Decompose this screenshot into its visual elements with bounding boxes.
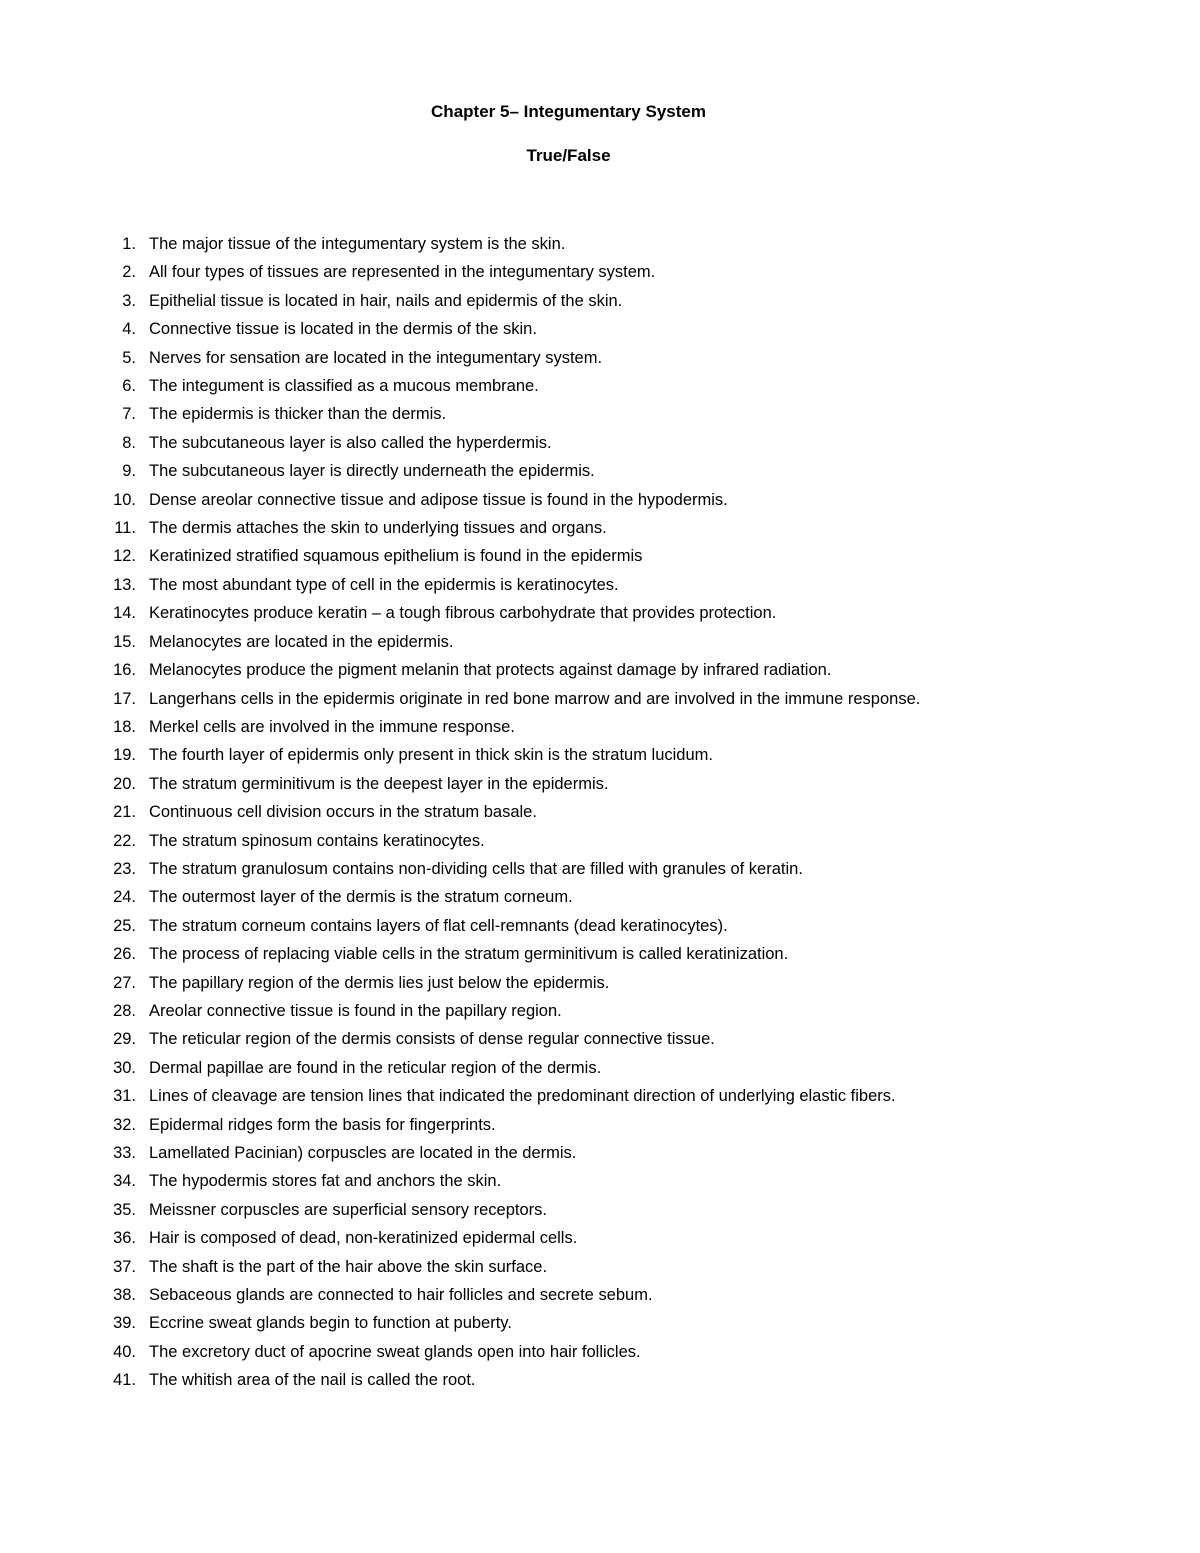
question-text: Lamellated Pacinian) corpuscles are located in the dermis. [149,1144,577,1162]
question-number [100,599,149,627]
question-number-label: 24. [113,888,136,907]
question-number [100,514,149,542]
question-item [100,514,1090,542]
question-number [100,1167,149,1195]
question-number-label: 23. [113,859,136,878]
question-item [100,1025,1090,1053]
question-number [100,372,149,400]
question-number-label: 27. [113,973,136,992]
question-text: The stratum spinosum contains keratinocytes. [149,831,485,850]
question-item [100,571,1090,599]
question-text: Merkel cells are involved in the immune response. [149,717,515,736]
question-number-label: 21. [113,803,136,822]
question-number-label: 9. [122,462,136,481]
question-item [100,628,1090,656]
question-text: The fourth layer of epidermis only present in thick skin is the stratum lucidum. [149,746,713,765]
question-number [100,628,149,656]
question-number [100,400,149,428]
question-number-label: 41. [113,1371,136,1390]
question-number-label: 26. [113,945,136,964]
question-text: The outermost layer of the dermis is the stratum corneum. [149,888,573,907]
question-item [100,542,1090,570]
question-number [100,713,149,741]
question-number-label: 39. [113,1314,136,1333]
question-number [100,1366,149,1394]
question-number [100,1111,149,1139]
question-number [100,1139,149,1167]
question-number-label: 25. [113,916,136,935]
question-list [100,230,1090,1395]
question-number-label: 5. [122,348,136,367]
question-text: Keratinocytes produce keratin – a tough fibrous carbohydrate that provides protection. [149,604,777,623]
question-item [100,685,1090,713]
question-number-label: 11. [114,519,136,538]
question-item [100,912,1090,940]
question-text: Lines of cleavage are tension lines that indicated the predominant direction of underlying elastic fibers. [149,1087,896,1106]
question-number [100,855,149,883]
question-text: Hair is composed of dead, non-keratinized epidermal cells. [149,1229,578,1248]
question-item [100,315,1090,343]
question-text: The papillary region of the dermis lies just below the epidermis. [149,973,610,992]
question-number [100,230,149,258]
question-text: The process of replacing viable cells in the stratum germinitivum is called keratinization. [149,945,789,964]
question-item [100,713,1090,741]
question-item [100,1253,1090,1281]
question-number-label: 33. [113,1144,136,1162]
question-text: Melanocytes produce the pigment melanin that protects against damage by infrared radiation. [149,661,832,680]
question-item [100,1309,1090,1337]
question-item [100,1338,1090,1366]
question-item [100,1111,1090,1139]
question-number [100,287,149,315]
question-number-label: 20. [113,774,136,793]
question-number [100,1082,149,1110]
question-number [100,770,149,798]
question-text: The major tissue of the integumentary system is the skin. [149,235,566,253]
question-text: The stratum granulosum contains non-dividing cells that are filled with granules of keratin. [149,859,803,878]
question-number [100,486,149,514]
question-text: The reticular region of the dermis consists of dense regular connective tissue. [149,1030,715,1049]
question-item [100,1167,1090,1195]
question-number [100,1253,149,1281]
question-item [100,741,1090,769]
question-item [100,258,1090,286]
question-text: All four types of tissues are represented in the integumentary system. [149,263,656,282]
question-text: Langerhans cells in the epidermis originate in red bone marrow and are involved in the immune response. [149,689,921,708]
question-text: Connective tissue is located in the dermis of the skin. [149,320,537,339]
question-number-label: 16. [113,661,136,680]
question-text: The stratum corneum contains layers of flat cell-remnants (dead keratinocytes). [149,916,728,935]
question-number-label: 35. [113,1200,136,1219]
question-number-label: 10. [113,490,136,509]
question-number [100,315,149,343]
section-heading: True/False [526,146,611,165]
question-text: The most abundant type of cell in the epidermis is keratinocytes. [149,575,619,594]
question-item [100,855,1090,883]
question-number-label: 18. [113,717,136,736]
question-number [100,542,149,570]
question-text: Meissner corpuscles are superficial sensory receptors. [149,1200,547,1219]
question-text: Dermal papillae are found in the reticular region of the dermis. [149,1058,602,1077]
question-text: The shaft is the part of the hair above the skin surface. [149,1257,548,1276]
question-number [100,741,149,769]
question-number [100,912,149,940]
question-text: The stratum germinitivum is the deepest layer in the epidermis. [149,774,609,793]
question-item [100,457,1090,485]
question-item [100,1224,1090,1252]
question-item [100,1366,1090,1394]
question-number [100,1196,149,1224]
question-number-label: 31. [113,1087,136,1106]
question-number-label: 40. [113,1342,136,1361]
question-number-label: 30. [113,1058,136,1077]
question-number [100,827,149,855]
question-item [100,400,1090,428]
question-number [100,571,149,599]
question-text: The epidermis is thicker than the dermis. [149,405,447,424]
question-item [100,372,1090,400]
question-text: The subcutaneous layer is also called the hyperdermis. [149,433,552,452]
question-item [100,883,1090,911]
question-number-label: 12. [113,547,136,566]
question-number [100,258,149,286]
question-item [100,770,1090,798]
question-text: The dermis attaches the skin to underlying tissues and organs. [149,519,607,538]
question-number-label: 6. [122,377,136,396]
question-number-label: 4. [122,320,136,339]
question-text: The integument is classified as a mucous membrane. [149,377,539,396]
question-item [100,969,1090,997]
question-number-label: 28. [113,1001,136,1020]
question-number-label: 2. [122,263,136,282]
page-title: Chapter 5– Integumentary System [431,102,706,121]
question-text: Areolar connective tissue is found in the papillary region. [149,1001,562,1020]
question-item [100,1082,1090,1110]
question-text: Dense areolar connective tissue and adipose tissue is found in the hypodermis. [149,490,728,509]
question-number [100,429,149,457]
question-item [100,429,1090,457]
question-item [100,1054,1090,1082]
question-item [100,656,1090,684]
question-number [100,656,149,684]
question-number-label: 13. [113,575,136,594]
question-number-label: 38. [113,1286,136,1305]
question-number [100,1281,149,1309]
question-number [100,1025,149,1053]
question-number-label: 14. [113,604,136,623]
question-number-label: 36. [113,1229,136,1248]
question-number [100,344,149,372]
question-text: The subcutaneous layer is directly underneath the epidermis. [149,462,595,481]
question-text: Epithelial tissue is located in hair, nails and epidermis of the skin. [149,291,623,310]
question-item [100,344,1090,372]
question-number [100,1309,149,1337]
question-text: Epidermal ridges form the basis for fingerprints. [149,1115,496,1134]
question-item [100,1196,1090,1224]
question-number [100,1224,149,1252]
question-item [100,1281,1090,1309]
question-number [100,1338,149,1366]
question-number [100,685,149,713]
question-text: The whitish area of the nail is called the root. [149,1371,476,1390]
question-item [100,827,1090,855]
question-text: The excretory duct of apocrine sweat glands open into hair follicles. [149,1342,641,1361]
question-item [100,997,1090,1025]
question-number [100,969,149,997]
question-number-label: 32. [113,1115,136,1134]
question-number-label: 7. [122,405,136,424]
question-number-label: 8. [122,433,136,452]
question-item [100,798,1090,826]
question-text: Keratinized stratified squamous epithelium is found in the epidermis [149,547,643,566]
question-item [100,486,1090,514]
question-item [100,230,1090,258]
question-number-label: 17. [113,689,136,708]
question-number-label: 37. [113,1257,136,1276]
question-number [100,798,149,826]
question-number [100,940,149,968]
question-text: Eccrine sweat glands begin to function at puberty. [149,1314,512,1333]
question-item [100,940,1090,968]
question-number-label: 3. [122,291,136,310]
question-number-label: 19. [113,746,136,765]
question-text: Melanocytes are located in the epidermis. [149,632,454,651]
question-number-label: 1. [122,235,136,253]
question-text: The hypodermis stores fat and anchors the skin. [149,1172,502,1191]
question-number [100,457,149,485]
question-number [100,883,149,911]
question-text: Sebaceous glands are connected to hair follicles and secrete sebum. [149,1286,653,1305]
question-number [100,997,149,1025]
question-item [100,1139,1090,1167]
question-text: Nerves for sensation are located in the integumentary system. [149,348,603,367]
question-item [100,287,1090,315]
question-text: Continuous cell division occurs in the stratum basale. [149,803,537,822]
question-item [100,599,1090,627]
question-number-label: 22. [113,831,136,850]
question-number [100,1054,149,1082]
question-number-label: 29. [113,1030,136,1049]
question-number-label: 34. [113,1172,136,1191]
question-number-label: 15. [113,632,136,651]
